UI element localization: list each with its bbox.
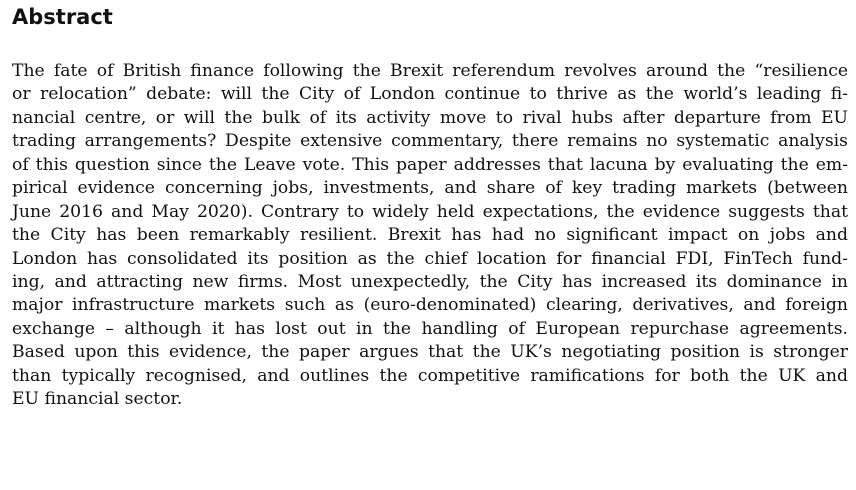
abstract-line: than typically recognised, and outlines the competitive ramifications for both the UK and bbox=[12, 365, 848, 386]
abstract-body bbox=[12, 60, 848, 412]
abstract-line: June 2016 and May 2020). Contrary to widely held expectations, the evidence suggests that bbox=[12, 201, 848, 222]
abstract-line: Based upon this evidence, the paper argues that the UK’s negotiating position is stronger bbox=[12, 342, 848, 363]
abstract-line: The fate of British finance following the Brexit referendum revolves around the “resilience bbox=[12, 61, 848, 81]
abstract-line: of this question since the Leave vote. This paper addresses that lacuna by evaluating the em- bbox=[12, 154, 848, 175]
abstract-line: ing, and attracting new firms. Most unexpectedly, the City has increased its dominance in bbox=[12, 271, 848, 292]
abstract-line: exchange – although it has lost out in the handling of European repurchase agreements. bbox=[12, 318, 848, 339]
abstract-line: or relocation” debate: will the City of London continue to thrive as the world’s leading fi- bbox=[12, 84, 848, 105]
abstract-heading: Abstract bbox=[12, 5, 113, 29]
abstract-line: the City has been remarkably resilient. Brexit has had no significant impact on jobs and bbox=[12, 225, 848, 246]
abstract-line: nancial centre, or will the bulk of its activity move to rival hubs after departure from EU bbox=[12, 107, 848, 128]
abstract-line: EU financial sector. bbox=[12, 389, 183, 410]
abstract-line: London has consolidated its position as the chief location for financial FDI, FinTech fund- bbox=[12, 248, 848, 269]
abstract-line: trading arrangements? Despite extensive commentary, there remains no systematic analysis bbox=[12, 131, 848, 152]
abstract-line: pirical evidence concerning jobs, investments, and share of key trading markets (between bbox=[12, 178, 848, 199]
abstract-line: major infrastructure markets such as (euro-denominated) clearing, derivatives, and foreign bbox=[12, 295, 848, 316]
